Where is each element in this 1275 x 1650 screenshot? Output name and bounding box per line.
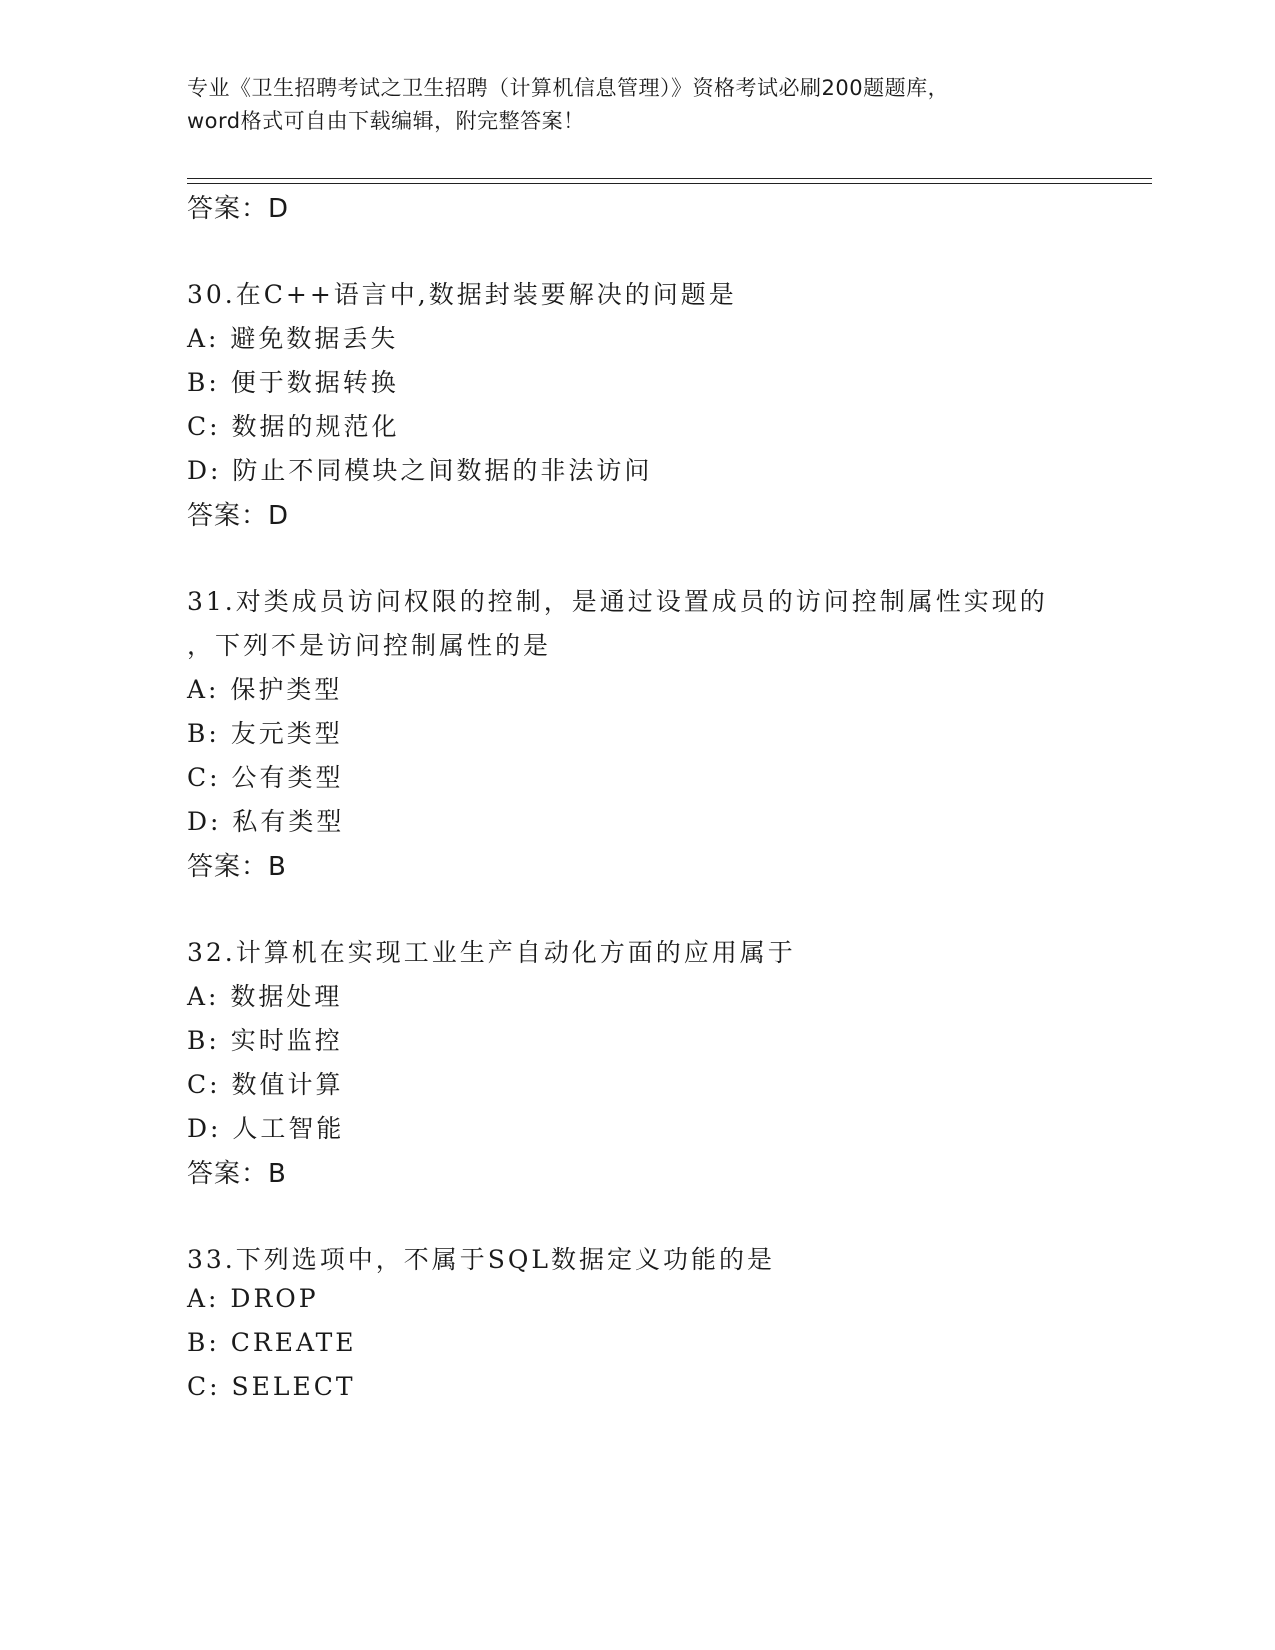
question-31-option-d: D: 私有类型: [187, 807, 345, 836]
question-30-option-b: B: 便于数据转换: [187, 368, 399, 397]
question-30-option-c: C: 数据的规范化: [187, 412, 400, 441]
question-31-option-b: B: 友元类型: [187, 719, 343, 748]
question-32-option-b: B: 实时监控: [187, 1026, 343, 1055]
question-33-option-a: A: DROP: [187, 1284, 319, 1313]
question-33-stem: 33.下列选项中，不属于SQL数据定义功能的是: [187, 1245, 775, 1274]
question-32-option-c: C: 数值计算: [187, 1070, 344, 1099]
question-32-option-a: A: 数据处理: [187, 982, 343, 1011]
answer-30: 答案：D: [187, 501, 290, 531]
question-33-option-c: C: SELECT: [187, 1372, 356, 1401]
header-divider-bottom: [187, 183, 1152, 184]
header-line-2: word格式可自由下载编辑，附完整答案！: [187, 109, 585, 133]
header-line-1: 专业《卫生招聘考试之卫生招聘（计算机信息管理）》资格考试必刷200题题库，: [187, 76, 950, 100]
answer-29: 答案：D: [187, 194, 290, 224]
document-header: [187, 72, 1087, 138]
question-31-option-a: A: 保护类型: [187, 675, 343, 704]
question-31-stem-line-2: ，下列不是访问控制属性的是: [187, 631, 552, 660]
question-31-stem-line-1: 31.对类成员访问权限的控制，是通过设置成员的访问控制属性实现的: [187, 587, 1048, 616]
header-divider-top: [187, 178, 1152, 179]
question-32-stem: 32.计算机在实现工业生产自动化方面的应用属于: [187, 938, 796, 967]
answer-31: 答案：B: [187, 852, 287, 882]
question-30-option-d: D: 防止不同模块之间数据的非法访问: [187, 456, 653, 485]
question-30-option-a: A: 避免数据丢失: [187, 324, 399, 353]
question-31-option-c: C: 公有类型: [187, 763, 344, 792]
question-32-option-d: D: 人工智能: [187, 1114, 345, 1143]
question-30-stem: 30.在C++语言中,数据封装要解决的问题是: [187, 280, 737, 309]
answer-32: 答案：B: [187, 1159, 287, 1189]
question-33-option-b: B: CREATE: [187, 1328, 357, 1357]
